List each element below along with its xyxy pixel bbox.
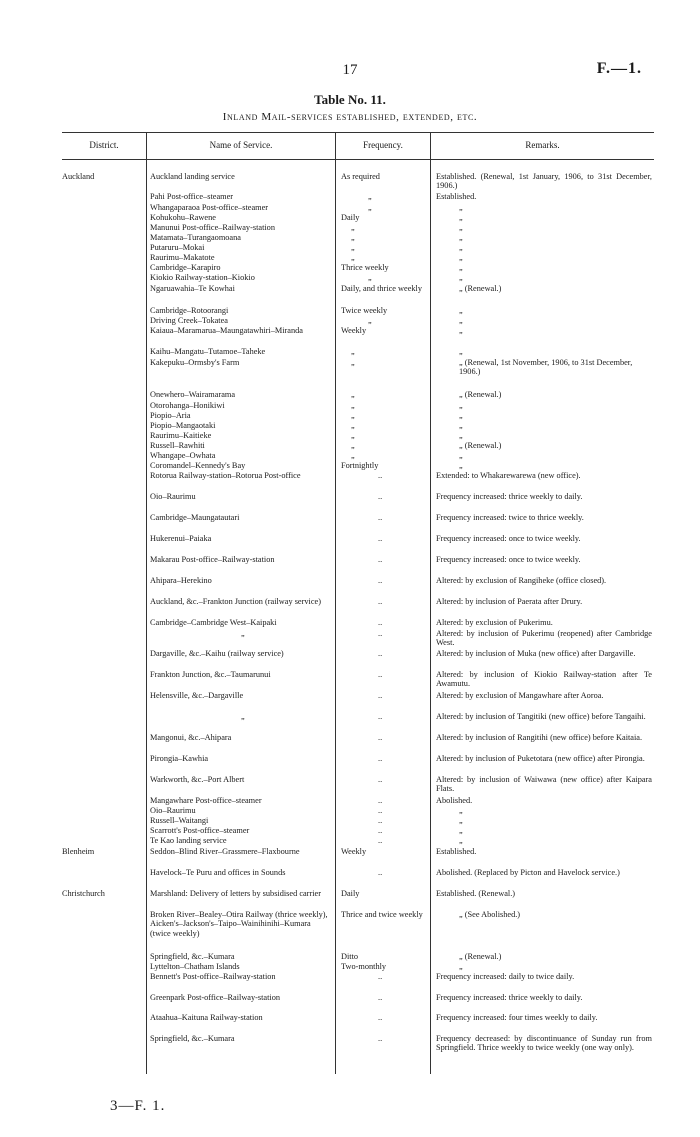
remarks-cell: „: [459, 273, 463, 282]
frequency-cell: „: [351, 347, 355, 356]
service-cell: Russell–Rawhiti: [150, 441, 205, 450]
remarks-cell: Established.: [436, 847, 477, 856]
remarks-cell: Altered: by exclusion of Pukerimu.: [436, 618, 553, 627]
frequency-cell: „: [351, 223, 355, 232]
frequency-cell: „: [351, 233, 355, 242]
remarks-cell: Frequency increased: twice to thrice weekly.: [436, 513, 584, 522]
remarks-cell: „ (Renewal.): [459, 952, 502, 961]
frequency-cell: „: [351, 411, 355, 420]
service-cell: Oio–Raurimu: [150, 492, 196, 501]
service-cell: Cambridge–Maungatautari: [150, 513, 240, 522]
service-cell: Rotorua Railway-station–Rotorua Post-office: [150, 471, 301, 480]
service-cell: Kiokio Railway-station–Kiokio: [150, 273, 255, 282]
service-cell: „: [241, 629, 245, 638]
remarks-cell: Abolished.: [436, 796, 473, 805]
service-cell: Cambridge–Rotoorangi: [150, 306, 229, 315]
frequency-cell: ..: [378, 733, 383, 742]
frequency-cell: ..: [378, 471, 383, 480]
service-cell: Marshland: Delivery of letters by subsidised carrier: [150, 889, 321, 898]
frequency-cell: „: [351, 451, 355, 460]
frequency-cell: ..: [378, 1013, 383, 1022]
service-cell: Scarrott's Post-office–steamer: [150, 826, 250, 835]
frequency-cell: „: [351, 441, 355, 450]
service-cell: Hukerenui–Paiaka: [150, 534, 212, 543]
service-cell: Coromandel–Kennedy's Bay: [150, 461, 246, 470]
table-subtitle: Inland Mail-services established, extended, etc.: [222, 111, 478, 123]
frequency-cell: ..: [378, 534, 383, 543]
service-cell: Piopio–Aria: [150, 411, 191, 420]
remarks-cell: „: [459, 223, 463, 232]
frequency-cell: Weekly: [341, 847, 367, 856]
frequency-cell: ..: [378, 597, 383, 606]
district-cell: Christchurch: [62, 889, 105, 898]
remarks-cell: „: [459, 411, 463, 420]
remarks-cell: „: [459, 421, 463, 430]
service-cell: Putaruru–Mokai: [150, 243, 205, 252]
frequency-cell: „: [368, 273, 372, 282]
frequency-cell: ..: [378, 670, 383, 679]
frequency-cell: ..: [378, 972, 383, 981]
remarks-cell: „: [459, 347, 463, 356]
remarks-cell: „: [459, 431, 463, 440]
remarks-cell: „: [459, 326, 463, 335]
frequency-cell: ..: [378, 1034, 383, 1043]
frequency-cell: Fortnightly: [341, 461, 379, 470]
remarks-cell: Frequency increased: thrice weekly to daily.: [436, 492, 583, 501]
remarks-cell: Altered: by inclusion of Pukerimu (reopened) after Cambridge West.: [436, 629, 652, 648]
frequency-cell: „: [351, 358, 355, 367]
service-cell: Frankton Junction, &c.–Taumarunui: [150, 670, 271, 679]
frequency-cell: ..: [378, 836, 383, 845]
header-bottom-rule: [62, 159, 654, 160]
frequency-cell: ..: [378, 796, 383, 805]
remarks-cell: Established.: [436, 192, 477, 201]
remarks-cell: „ (Renewal.): [459, 441, 502, 450]
frequency-cell: ..: [378, 492, 383, 501]
remarks-cell: „: [459, 451, 463, 460]
frequency-cell: Weekly: [341, 326, 367, 335]
frequency-cell: „: [368, 316, 372, 325]
page-number: 17: [342, 62, 358, 78]
remarks-cell: Altered: by inclusion of Waiwawa (new office) after Kaipara Flats.: [436, 775, 652, 794]
remarks-cell: Abolished. (Replaced by Picton and Havelock service.): [436, 868, 620, 877]
service-cell: Whangape–Owhata: [150, 451, 216, 460]
remarks-cell: Altered: by inclusion of Paerata after Drury.: [436, 597, 583, 606]
service-cell: Cambridge–Karapiro: [150, 263, 221, 272]
frequency-cell: „: [351, 253, 355, 262]
service-cell: Pirongia–Kawhia: [150, 754, 209, 763]
remarks-cell: Altered: by exclusion of Rangiheke (office closed).: [436, 576, 607, 585]
frequency-cell: Daily, and thrice weekly: [341, 284, 423, 293]
remarks-cell: Frequency increased: thrice weekly to daily.: [436, 993, 583, 1002]
remarks-cell: Established. (Renewal, 1st January, 1906, to 31st December, 1906.): [436, 172, 652, 191]
frequency-cell: Ditto: [341, 952, 359, 961]
frequency-cell: Twice weekly: [341, 306, 388, 315]
frequency-cell: Thrice weekly: [341, 263, 389, 272]
frequency-cell: Two-monthly: [341, 962, 387, 971]
remarks-cell: „: [459, 213, 463, 222]
service-cell: Ataahua–Kaituna Railway-station: [150, 1013, 263, 1022]
service-cell: Lyttelton–Chatham Islands: [150, 962, 240, 971]
frequency-cell: Thrice and twice weekly: [341, 910, 423, 919]
header-service: Name of Service.: [209, 140, 273, 150]
frequency-cell: ..: [378, 816, 383, 825]
service-cell: Mangonui, &c.–Ahipara: [150, 733, 232, 742]
frequency-cell: „: [351, 421, 355, 430]
remarks-cell: „ (See Abolished.): [459, 910, 521, 919]
frequency-cell: ..: [378, 775, 383, 784]
remarks-cell: Frequency increased: once to twice weekly.: [436, 534, 581, 543]
frequency-cell: ..: [378, 868, 383, 877]
district-cell: Blenheim: [62, 847, 95, 856]
frequency-cell: „: [368, 192, 372, 201]
frequency-cell: ..: [378, 712, 383, 721]
service-cell: Dargaville, &c.–Kaihu (railway service): [150, 649, 284, 658]
service-cell: Mangawhare Post-office–steamer: [150, 796, 262, 805]
remarks-cell: Altered: by inclusion of Kiokio Railway-station after Te Awamutu.: [436, 670, 652, 689]
service-cell: Greenpark Post-office–Railway-station: [150, 993, 281, 1002]
service-cell: Kaihu–Mangatu–Tutamoe–Taheke: [150, 347, 266, 356]
service-cell: Piopio–Mangaotaki: [150, 421, 216, 430]
service-cell: Auckland, &c.–Frankton Junction (railway service): [150, 597, 321, 606]
service-cell: Pahi Post-office–steamer: [150, 192, 234, 201]
remarks-cell: Altered: by inclusion of Rangitihi (new office) before Kaitaia.: [436, 733, 643, 742]
remarks-cell: Frequency decreased: by discontinuance of Sunday run from Springfield. Thrice weekly to twice weekly (one way only).: [436, 1034, 652, 1053]
service-cell: Makarau Post-office–Railway-station: [150, 555, 275, 564]
frequency-cell: „: [351, 401, 355, 410]
remarks-cell: Altered: by inclusion of Muka (new office) after Dargaville.: [436, 649, 636, 658]
remarks-cell: „: [459, 233, 463, 242]
service-cell: Ngaruawahia–Te Kowhai: [150, 284, 235, 293]
service-cell: Seddon–Blind River–Grassmere–Flaxbourne: [150, 847, 300, 856]
frequency-cell: ..: [378, 826, 383, 835]
service-cell: Kaiaua–Maramarua–Maungatawhiri–Miranda: [150, 326, 303, 335]
service-cell: Broken River–Bealey–Otira Railway (thrice weekly), Aicken's–Jackson's–Taipo–Wainihinihi–Kumara (twice weekly): [150, 910, 328, 938]
service-cell: Whangaparaoa Post-office–steamer: [150, 203, 269, 212]
service-cell: Oio–Raurimu: [150, 806, 196, 815]
frequency-cell: ..: [378, 806, 383, 815]
remarks-cell: „: [459, 401, 463, 410]
remarks-cell: „: [459, 806, 463, 815]
page-footer: 3—F. 1.: [110, 1098, 166, 1114]
remarks-cell: „: [459, 826, 463, 835]
column-divider: [146, 132, 147, 1074]
service-cell: Bennett's Post-office–Railway-station: [150, 972, 276, 981]
district-cell: Auckland: [62, 172, 95, 181]
header-remarks: Remarks.: [525, 140, 560, 150]
service-cell: Warkworth, &c.–Port Albert: [150, 775, 245, 784]
remarks-cell: Frequency increased: four times weekly to daily.: [436, 1013, 598, 1022]
remarks-cell: Established. (Renewal.): [436, 889, 516, 898]
column-divider: [430, 132, 431, 1074]
remarks-cell: „ (Renewal.): [459, 284, 502, 293]
service-cell: Raurimu–Kaitieke: [150, 431, 212, 440]
service-cell: Kohukohu–Rawene: [150, 213, 216, 222]
frequency-cell: ..: [378, 513, 383, 522]
service-cell: Cambridge–Cambridge West–Kaipaki: [150, 618, 277, 627]
remarks-cell: „: [459, 816, 463, 825]
remarks-cell: „: [459, 316, 463, 325]
frequency-cell: As required: [341, 172, 380, 181]
frequency-cell: „: [368, 203, 372, 212]
header-frequency: Frequency.: [363, 140, 403, 150]
remarks-cell: „: [459, 962, 463, 971]
remarks-cell: Extended: to Whakarewarewa (new office).: [436, 471, 581, 480]
remarks-cell: „ (Renewal.): [459, 390, 502, 399]
frequency-cell: Daily: [341, 889, 360, 898]
header-district: District.: [89, 140, 119, 150]
service-cell: Onewhero–Wairamarama: [150, 390, 236, 399]
document-code: F.—1.: [596, 60, 642, 77]
service-cell: Matamata–Turangaomoana: [150, 233, 241, 242]
service-cell: Springfield, &c.–Kumara: [150, 952, 235, 961]
column-divider: [335, 132, 336, 1074]
service-cell: Springfield, &c.–Kumara: [150, 1034, 235, 1043]
service-cell: Manunui Post-office–Railway-station: [150, 223, 275, 232]
frequency-cell: ..: [378, 691, 383, 700]
frequency-cell: ..: [378, 618, 383, 627]
frequency-cell: ..: [378, 576, 383, 585]
header-top-rule: [62, 132, 654, 133]
remarks-cell: „: [459, 461, 463, 470]
remarks-cell: Altered: by exclusion of Mangawhare after Aoroa.: [436, 691, 604, 700]
frequency-cell: „: [351, 431, 355, 440]
service-cell: Te Kao landing service: [150, 836, 227, 845]
frequency-cell: ..: [378, 649, 383, 658]
remarks-cell: Altered: by inclusion of Tangitiki (new office) before Tangaihi.: [436, 712, 646, 721]
remarks-cell: „: [459, 263, 463, 272]
service-cell: Helensville, &c.–Dargaville: [150, 691, 244, 700]
service-cell: Ahipara–Herekino: [150, 576, 212, 585]
service-cell: Havelock–Te Puru and offices in Sounds: [150, 868, 286, 877]
table-title: Table No. 11.: [314, 92, 386, 107]
service-cell: Auckland landing service: [150, 172, 235, 181]
frequency-cell: ..: [378, 754, 383, 763]
frequency-cell: ..: [378, 993, 383, 1002]
remarks-cell: „: [459, 203, 463, 212]
frequency-cell: ..: [378, 629, 383, 638]
frequency-cell: „: [351, 390, 355, 399]
service-cell: Raurimu–Makatote: [150, 253, 215, 262]
remarks-cell: „: [459, 836, 463, 845]
service-cell: Otorohanga–Honikiwi: [150, 401, 225, 410]
service-cell: Driving Creek–Tokatea: [150, 316, 228, 325]
service-cell: Kakepuku–Ormsby's Farm: [150, 358, 240, 367]
remarks-cell: Altered: by inclusion of Puketotara (new office) after Pirongia.: [436, 754, 645, 763]
remarks-cell: Frequency increased: daily to twice daily.: [436, 972, 575, 981]
remarks-cell: „: [459, 243, 463, 252]
remarks-cell: „: [459, 306, 463, 315]
remarks-cell: „: [459, 253, 463, 262]
service-cell: „: [241, 712, 245, 721]
frequency-cell: ..: [378, 555, 383, 564]
frequency-cell: „: [351, 243, 355, 252]
service-cell: Russell–Waitangi: [150, 816, 209, 825]
remarks-cell: Frequency increased: once to twice weekly.: [436, 555, 581, 564]
remarks-cell: „ (Renewal, 1st November, 1906, to 31st December, 1906.): [459, 358, 633, 377]
frequency-cell: Daily: [341, 213, 360, 222]
